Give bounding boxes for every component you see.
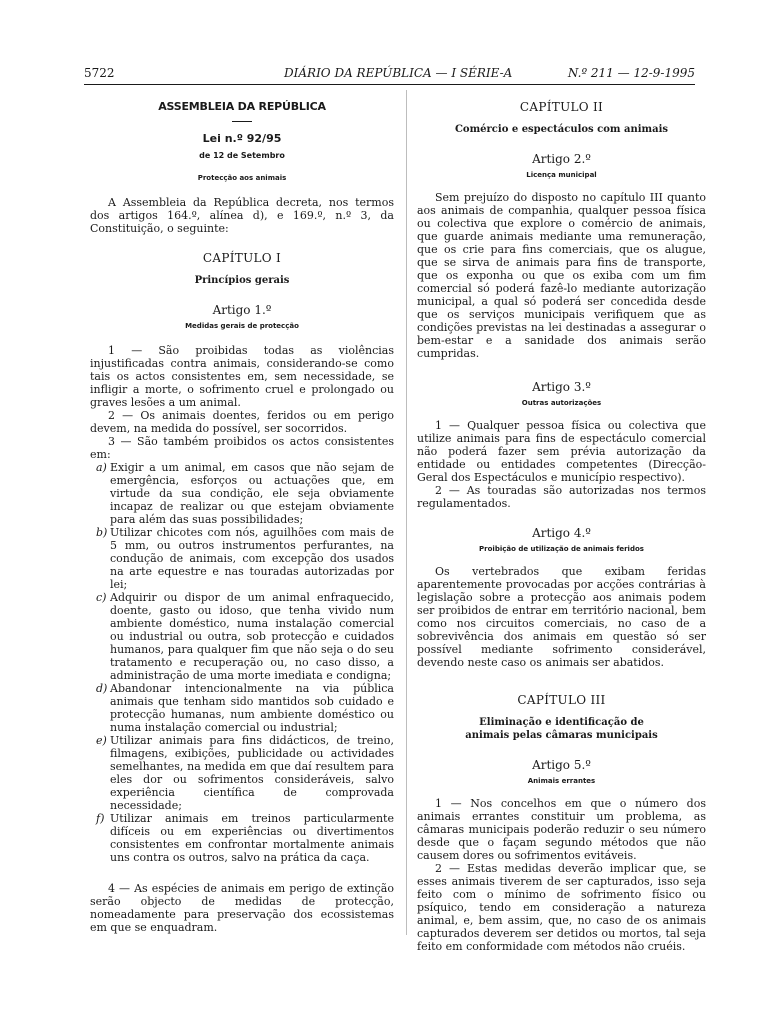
item-label: f) [96,812,105,825]
publication-title: DIÁRIO DA REPÚBLICA — I SÉRIE-A [284,66,513,80]
article-title: Outras autorizações [521,399,602,407]
item-label: e) [96,734,107,747]
item-label: b) [96,526,108,539]
item-text: Exigir a um animal, em casos que não sejam de emergência, esforços ou actuações que, em virtude da sua condição, ele seja obviamente incapaz de realizar ou que estejam obviamente para além das suas possibilidades; [110,461,394,526]
list-item [90,812,394,864]
header-rule [84,84,695,85]
article-title: Medidas gerais de protecção [185,322,299,330]
law-title: Protecção aos animais [197,174,287,182]
item-text: Adquirir ou dispor de um animal enfraquecido, doente, gasto ou idoso, que tenha vivido num ambiente doméstico, numa instalação comercial ou industrial ou outra, sob protecção e cuidados humanos, para qualquer fim que não seja o do seu tratamento e recuperação ou, no caso disso, a administração de uma morte imediata e condigna; [110,591,394,682]
column-divider [406,90,407,935]
list-item [90,526,394,591]
left-column [90,100,394,934]
article-title: Licença municipal [526,171,597,179]
article-heading: Artigo 5.º [532,758,591,772]
item-list [90,461,394,864]
paragraph: Os vertebrados que exibam feridas aparentemente provocadas por acções contrárias à legislação sobre a protecção aos animais podem ser proibidos de entrar em território nacional, bem como nos circuitos comerciais, no caso de a sobrevivência dos animais em questão só ser possível mediante sofrimento considerável, devendo neste caso os animais ser abatidos. [417,565,706,669]
article-heading: Artigo 1.º [212,303,272,317]
chapter-heading: CAPÍTULO III [517,693,606,707]
paragraph: 4 — As espécies de animais em perigo de extinção serão objecto de medidas de protecção, nomeadamente para preservação dos ecossistemas em que se enquadram. [90,882,394,934]
paragraph: Sem prejuízo do disposto no capítulo III quanto aos animais de companhia, qualquer pessoa física ou colectiva que explore o comércio de animais, que guarde animais mediante uma remuneração, que os crie para fins comerciais, que os alugue, que se sirva de animais para fins de transporte, que os exponha ou que os exiba com um fim comercial só poderá fazê-lo mediante autorização municipal, a qual só poderá ser concedida desde que os serviços municipais verifiquem que as condições previstas na lei destinadas a assegurar o bem-estar e a sanidade dos animais serão cumpridas. [417,191,706,360]
issuer-heading: ASSEMBLEIA DA REPÚBLICA [158,100,326,113]
chapter-title: Comércio e espectáculos com animais [454,124,669,135]
article-heading: Artigo 3.º [532,380,591,394]
list-item [90,461,394,526]
paragraph: 2 — As touradas são autorizadas nos termos regulamentados. [417,484,706,510]
item-label: a) [96,461,107,474]
paragraph: 2 — Os animais doentes, feridos ou em perigo devem, na medida do possível, ser socorridos. [90,409,394,435]
preamble: A Assembleia da República decreta, nos termos dos artigos 164.º, alínea d), e 169.º, n.º 3, da Constituição, o seguinte: [90,196,394,235]
list-item [90,734,394,812]
right-column [417,100,706,953]
paragraph: 1 — São proibidas todas as violências injustificadas contra animais, considerando-se como tais os actos consistentes em, sem necessidade, se infligir a morte, o sofrimento cruel e prolongado ou graves lesões a um animal. [90,344,394,409]
article-title: Animais errantes [527,777,596,785]
chapter-title: Eliminação e identificação de animais pelas câmaras municipais [465,717,658,741]
page-number: 5722 [84,66,115,80]
item-label: c) [96,591,107,604]
issue-info: N.º 211 — 12-9-1995 [567,66,695,80]
short-divider [232,121,252,122]
item-text: Utilizar animais em treinos particularmente difíceis ou em experiências ou divertimentos consistentes em confrontar mortalmente animais uns contra os outros, salvo na prática da caça. [110,812,394,864]
list-item [90,682,394,734]
list-item [90,591,394,682]
paragraph: 2 — Estas medidas deverão implicar que, se esses animais tiverem de ser capturados, isso seja feito com o mínimo de sofrimento físico ou psíquico, tendo em consideração a natureza animal, e, bem assim, que, no caso de os animais capturados deverem ser detidos ou mortos, tal seja feito em conformidade com métodos não cruéis. [417,862,706,953]
item-text: Utilizar animais para fins didácticos, de treino, filmagens, exibições, publicidade ou actividades semelhantes, na medida em que daí resultem para eles dor ou sofrimentos consideráveis, salvo experiência científica de comprovada necessidade; [110,734,394,812]
item-label: d) [96,682,108,695]
law-number: Lei n.º 92/95 [202,132,282,145]
article-title: Proibição de utilização de animais feridos [479,545,644,553]
chapter-heading: CAPÍTULO II [519,100,604,114]
paragraph: 3 — São também proibidos os actos consistentes em: [90,435,394,461]
paragraph: 1 — Qualquer pessoa física ou colectiva que utilize animais para fins de espectáculo comercial não poderá fazer sem prévia autorização da entidade ou entidades competentes (Direcção-Geral dos Espectáculos e município respectivo). [417,419,706,484]
chapter-title: Princípios gerais [194,275,290,286]
item-text: Utilizar chicotes com nós, aguilhões com mais de 5 mm, ou outros instrumentos perfurantes, na condução de animais, com excepção dos usados na arte equestre e nas touradas autorizadas por lei; [110,526,394,591]
paragraph: 1 — Nos concelhos em que o número dos animais errantes constituir um problema, as câmaras municipais poderão reduzir o seu número desde que o façam segundo métodos que não causem dores ou sofrimentos evitáveis. [417,797,706,862]
article-heading: Artigo 2.º [532,152,591,166]
chapter-heading: CAPÍTULO I [202,251,282,265]
page-header [84,66,695,84]
law-date: de 12 de Setembro [199,151,285,160]
item-text: Abandonar intencionalmente na via pública animais que tenham sido mantidos sob cuidado e protecção humanas, num ambiente doméstico ou numa instalação comercial ou industrial; [110,682,394,734]
article-heading: Artigo 4.º [532,526,591,540]
